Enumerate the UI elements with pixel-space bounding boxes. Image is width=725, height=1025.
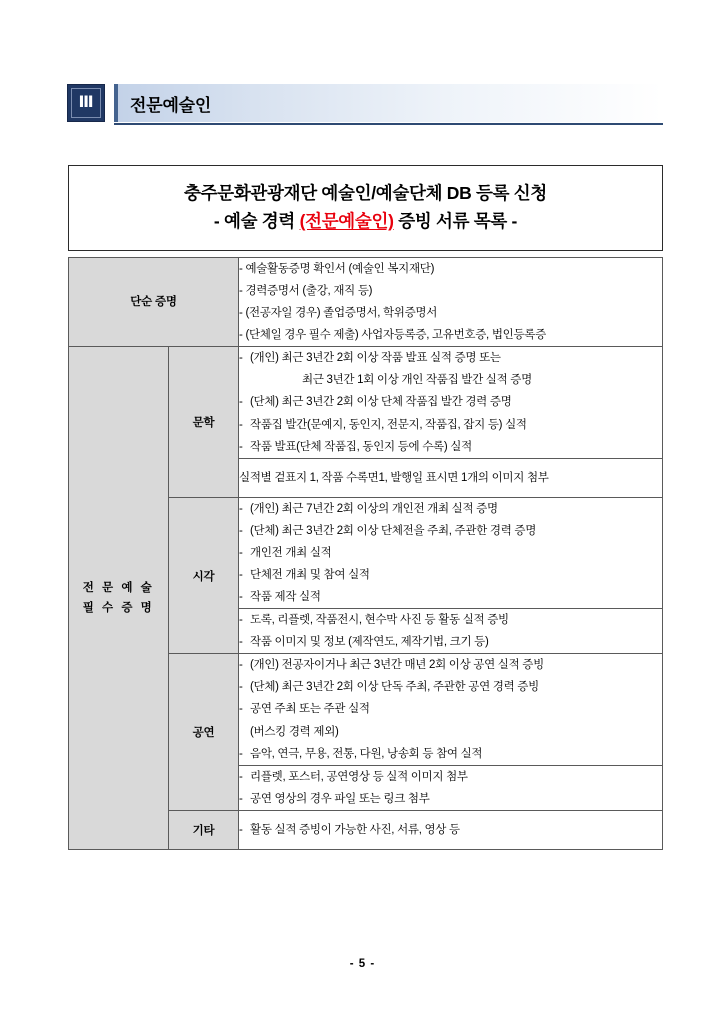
row-label-simple-proof: 단순 증명: [69, 258, 239, 347]
section-header: [67, 84, 663, 126]
list-item-sub: (버스킹 경력 제외): [250, 725, 339, 738]
row-label-required-proof: [69, 347, 169, 850]
list-item: [239, 436, 662, 458]
genre-content-literature-main: [239, 347, 663, 458]
documents-table-body: [69, 258, 663, 850]
genre-content-visual-main: [239, 497, 663, 608]
list-item-text: (단체) 최근 3년간 2회 이상 단독 주최, 주관한 공연 경력 증빙: [250, 681, 539, 694]
bullet-dash-icon: -: [239, 352, 243, 365]
genre-content-performance-note: [239, 765, 663, 810]
list-item-text: 리플렛, 포스터, 공연영상 등 실적 이미지 첨부: [250, 770, 468, 783]
bullet-dash-icon: -: [239, 747, 243, 760]
bullet-dash-icon: -: [239, 636, 243, 649]
list-item-text: (단체) 최근 3년간 2회 이상 단체 작품집 발간 경력 증명: [250, 396, 512, 409]
document-title-line-1: 충주문화관광재단 예술인/예술단체 DB 등록 신청: [184, 183, 547, 203]
list-item: [239, 520, 662, 542]
bullet-dash-icon: -: [239, 792, 243, 805]
document-title-line-2-prefix: - 예술 경력: [213, 211, 300, 232]
table-row: [69, 347, 663, 458]
list-item: 실적별 겉표지 1, 작품 수록면1, 발행일 표시면 1개의 이미지 첨부: [239, 471, 549, 484]
list-item: [239, 766, 662, 788]
list-item-text: (개인) 최근 3년간 2회 이상 작품 발표 실적 증명 또는: [250, 352, 501, 365]
list-item-text: 개인전 개최 실적: [250, 546, 332, 559]
list-item-text: (개인) 최근 7년간 2회 이상의 개인전 개최 실적 증명: [250, 502, 498, 515]
genre-label-literature: 문학: [169, 347, 239, 497]
list-item: - 예술활동증명 확인서 (예술인 복지재단): [239, 263, 435, 275]
page-title: 전문예술인: [130, 95, 212, 115]
list-item: [239, 391, 662, 413]
bullet-dash-icon: -: [239, 770, 243, 783]
bullet-dash-icon: -: [239, 823, 243, 836]
row-label-required-proof-line-2: 필 수 증 명: [82, 602, 155, 615]
list-item: - (전공자일 경우) 졸업증명서, 학위증명서: [239, 307, 438, 320]
genre-label-visual: 시각: [169, 497, 239, 654]
list-item-text: 공연 주최 또는 주관 실적: [250, 703, 370, 716]
genre-content-visual-note: [239, 609, 663, 654]
list-item: [239, 676, 662, 698]
list-item: [239, 347, 662, 369]
bullet-dash-icon: -: [239, 614, 243, 627]
bullet-dash-icon: -: [239, 418, 243, 431]
section-numeral-box: [67, 84, 105, 122]
list-item: [239, 609, 662, 631]
list-item-text: 작품 제작 실적: [250, 591, 321, 604]
list-item: [239, 586, 662, 608]
list-item: [239, 414, 662, 436]
document-title-emphasis: (전문예술인): [299, 211, 394, 232]
list-item: - 경력증명서 (출강, 재직 등): [239, 285, 373, 298]
bullet-dash-icon: -: [239, 396, 243, 409]
bullet-dash-icon: -: [239, 591, 243, 604]
section-header-bar: [114, 84, 663, 122]
bullet-dash-icon: -: [239, 703, 243, 716]
bullet-dash-icon: -: [239, 546, 243, 559]
row-content-simple-proof: [239, 258, 663, 347]
list-item: [239, 542, 662, 564]
bullet-dash-icon: -: [239, 569, 243, 582]
documents-table: [68, 257, 663, 850]
row-label-required-proof-line-1: 전 문 예 술: [82, 582, 155, 594]
page-number: - 5 -: [349, 958, 376, 970]
list-item-text: 작품 이미지 및 정보 (제작연도, 제작기법, 크기 등): [250, 636, 489, 649]
list-item: [239, 743, 662, 765]
list-item-text: 단체전 개최 및 참여 실적: [250, 569, 370, 582]
document-title-box: [68, 165, 663, 251]
list-item-continuation: 최근 3년간 1회 이상 개인 작품집 발간 실적 증명: [302, 374, 532, 387]
list-item: [239, 564, 662, 586]
section-numeral: Ⅲ: [78, 94, 94, 111]
document-title-line-2-suffix: 증빙 서류 목록 -: [393, 211, 518, 232]
genre-label-other: 기타: [169, 810, 239, 849]
document-title-line-2: [69, 207, 662, 235]
genre-label-performance: 공연: [169, 654, 239, 811]
list-item-text: 음악, 연극, 무용, 전통, 다원, 낭송회 등 참여 실적: [250, 747, 483, 760]
list-item: [239, 654, 662, 676]
list-item: [239, 788, 662, 810]
list-item-text: 도록, 리플렛, 작품전시, 현수막 사진 등 활동 실적 증빙: [250, 614, 509, 627]
genre-content-literature-note: [239, 458, 663, 497]
genre-content-other: [239, 810, 663, 849]
bullet-dash-icon: -: [239, 681, 243, 694]
list-item: [239, 631, 662, 653]
list-item-text: 작품집 발간(문예지, 동인지, 전문지, 작품집, 잡지 등) 실적: [250, 418, 527, 431]
bullet-dash-icon: -: [239, 502, 243, 515]
list-item-text: 활동 실적 증빙이 가능한 사진, 서류, 영상 등: [250, 823, 460, 836]
list-item-text: 공연 영상의 경우 파일 또는 링크 첨부: [250, 792, 430, 805]
list-item: [239, 498, 662, 520]
list-item: [239, 819, 662, 841]
bullet-dash-icon: -: [239, 524, 243, 537]
list-item: [239, 698, 662, 720]
bullet-dash-icon: -: [239, 659, 243, 672]
list-item-text: (단체) 최근 3년간 2회 이상 단체전을 주최, 주관한 경력 증명: [250, 524, 537, 537]
genre-content-performance-main: [239, 654, 663, 765]
bullet-dash-icon: -: [239, 440, 243, 453]
list-item: - (단체일 경우 필수 제출) 사업자등록증, 고유번호증, 법인등록증: [239, 329, 546, 342]
list-item-text: (개인) 전공자이거나 최근 3년간 매년 2회 이상 공연 실적 증빙: [250, 659, 544, 672]
table-row: [69, 258, 663, 347]
list-item-text: 작품 발표(단체 작품집, 동인지 등에 수록) 실적: [250, 440, 472, 453]
